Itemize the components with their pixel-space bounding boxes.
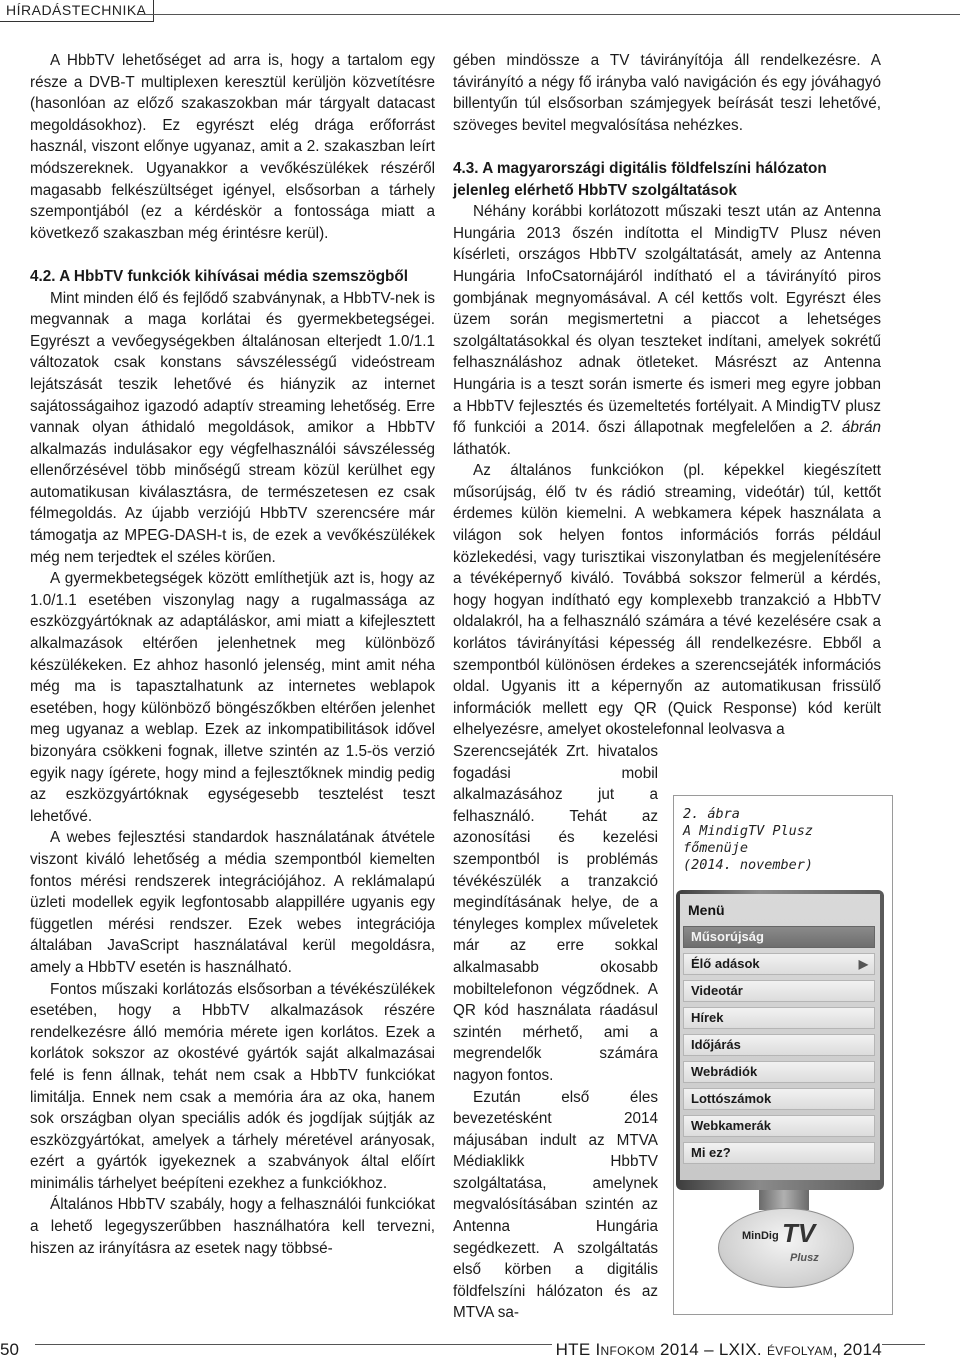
menu-item-videotar[interactable] xyxy=(683,980,875,1002)
mindig-logo-plusz: Plusz xyxy=(790,1252,819,1264)
menu-item-idojaras[interactable] xyxy=(683,1034,875,1056)
right-paragraph-3-narrow: Szerencsejáték Zrt. hivatalos fogadási mobil alkalmazásához jut a felhasználó. Tehát az azonosítási és kezelési szempontból is problémás tévékészülék a tranzakció megindításának helye, de a tényleges komplex műveletek már az erre sokkal alkalmasabb okosabb mobiltelefonon végződnek. A QR kód használata ráadásul szintén mérhető, ami a megrendelők számára nagyon fontos. xyxy=(453,743,658,1084)
menu-item-label: Műsorújság xyxy=(691,929,764,944)
left-paragraph-6: Általános HbbTV szabály, hogy a felhasználói funkciókat a lehető legegyszerűbben használhatóra kell tervezni, hiszen az irányításra az esetek nagy többsé- xyxy=(30,1196,435,1257)
header-rule xyxy=(138,14,960,15)
menu-title: Menü xyxy=(688,902,725,918)
figure-caption-subtitle: főmenüje xyxy=(683,840,749,856)
left-paragraph-1: A HbbTV lehetőséget ad arra is, hogy a tartalom egy része a DVB-T multiplexen keresztül kerüljön közvetítésre (hasonlóan az előző szakaszokban már tárgyalt datacast megoldásokhoz). Ez egyrészt elég drága erőforrást használ, viszont előnye ugyanaz, amit a 2. szakaszban leírt módszereknek. Ugyanakkor a vevőkészülékek részéről magasabb felkészültséget igényel, elsősorban a tárhely szempontjából (ez a kérdéskör a fontossága miatt a következő szakaszban még érintésre kerül). xyxy=(30,52,435,242)
menu-item-label: Időjárás xyxy=(691,1037,741,1052)
menu-item-label: Hírek xyxy=(691,1010,724,1025)
figure-reference: 2. ábrán xyxy=(820,419,882,437)
left-paragraph-5: Fontos műszaki korlátozás elsősorban a tévékészülékek esetében, hogy a HbbTV alkalmazások részére rendelkezésre álló memória mérete igen korlátos. Ezek a korlátok sokszor az okostévé gyártók saját alkalmazásai felé is fenn állnak, tehát nem csak a HbbTV funkciókat limitálja. Ennek nem csak a memória ára az oka, hanem sok országban olyan speciális adók és jogdíjak sújtják az eszközgyártókat, amelyek a tárhely méretével arányosak, ezért a gyártók igyekeznek a szabványok által előírt minimális tárhelyet beépíteni ezekhez a funkciókhoz. xyxy=(30,980,435,1192)
figure-caption-title: A MindigTV Plusz xyxy=(683,823,814,839)
mindig-logo-brand: MinDig xyxy=(742,1230,779,1242)
menu-item-label: Mi ez? xyxy=(691,1145,731,1160)
tv-stand-neck xyxy=(759,1190,809,1210)
mindig-logo-tv: TV xyxy=(782,1218,816,1248)
right-paragraph-2-end: láthatók. xyxy=(453,440,511,458)
figure-caption-number: 2. ábra xyxy=(683,806,740,822)
menu-item-mi-ez[interactable] xyxy=(683,1142,875,1164)
menu-item-label: Élő adások xyxy=(691,956,760,971)
right-paragraph-3: Az általános funkciókon (pl. képekkel kiegészített műsorújság, élő tv és rádió streaming, videótár) túl, kettőt érdemes külön kiemelni. A webkamera képek használata a világon sok helyen fontos információs forrás például közlekedési, vagy turisztikai viszonylatban és megjelenítésére a tévéképernyő kiváló. Továbbá sokszor felmerül a kérdés, hogy hogyan indítható egy komplexebb tranzakció a HbbTV oldalakról, ha a felhasználó számára a tévé kezelésére csak a korlátos távirányítási képesség áll rendelkezésre. Ebből a szempontból különösen érdekes a szerencsejáték információs oldal. Ugyanis itt a képernyőn az automatikusan frissülő információk mellett egy QR (Quick Response) kód került elhelyezésre, amelyet okostelefonnal leolvasva a xyxy=(453,462,881,739)
menu-item-elo-adasok[interactable] xyxy=(683,953,875,975)
heading-4-2: 4.2. A HbbTV funkciók kihívásai média szemszögből xyxy=(30,267,408,285)
page-number: 50 xyxy=(0,1340,23,1360)
spacer xyxy=(30,244,435,266)
journal-footer: HTE Infokom 2014 – LXIX. évfolyam, 2014 xyxy=(552,1340,882,1360)
menu-item-hirek[interactable] xyxy=(683,1007,875,1029)
section-header xyxy=(0,0,154,22)
right-paragraph-2-text: Néhány korábbi korlátozott műszaki teszt után az Antenna Hungária 2013 őszén indította el MindigTV Plusz néven kísérleti, országos HbbTV szolgáltatását, amely az Antenna Hungária InfoCsatornájáról indítható el a távirányító piros gombjának megnyomásával. A cél kettős volt. Egyrészt éles üzem során megismertetni a piaccot a lehetséges szolgáltatásokkal és olyan teszteket indítani, amelyek sokrétű felhasználáshoz adnak ötleteket. Másrészt az Antenna Hungária is a teszt során ismerte és ismeri meg egyre jobban a HbbTV fejlesztés és üzemeltetés fortélyait. A MindigTV plusz fő funkciói a 2014. őszi állapotnak megfelelően a xyxy=(453,203,881,437)
figure-caption-date: (2014. november) xyxy=(683,857,814,873)
right-paragraph-4: Ezután első éles bevezetésként 2014 májusában indult az MTVA Médiaklikk HbbTV szolgáltatása, amelynek megvalósításában szintén az Antenna Hungária segédkezett. A szolgáltatás első körben a digitális földfelszíni hálózaton és az MTVA sa- xyxy=(453,1088,658,1322)
heading-4-3: 4.3. A magyarországi digitális földfelszíni hálózaton jelenleg elérhető HbbTV szolgáltatások xyxy=(453,159,827,199)
menu-item-label: Webkamerák xyxy=(691,1118,771,1133)
section-title: HÍRADÁSTECHNIKA xyxy=(0,0,154,22)
left-column xyxy=(30,50,435,1259)
submenu-arrow-icon: ▶ xyxy=(858,957,868,971)
left-paragraph-2: Mint minden élő és fejlődő szabványnak, a HbbTV-nek is megvannak a maga korlátai és gyermekbetegségei. Egyrészt a vevőegységekben általánosan elterjedt 1.0/1.1 változatok csak konstans sávszélességű videóstream lejátszását teszik lehetővé és hiányzik az internet sajátosságaihoz igazodó adaptív streaming lehetőség. Erre vannak olyan áthidaló megoldások, amikor a HbbTV alkalmazás indulásakor egy végfelhasználói sávszélesség ellenőrzésével több minőségű stream közül kerülhet egy automatikusan kiválasztásra, de természetesen ez csak félmegoldás. Az újabb verziójú HbbTV szerencsére már támogatja az MPEG-DASH-t is, de ezek a vevőkészülékek még nem terjedtek el széles körűen. xyxy=(30,289,435,566)
menu-item-label: Lottószámok xyxy=(691,1091,772,1106)
menu-item-webkamerak[interactable] xyxy=(683,1115,875,1137)
left-paragraph-4: A webes fejlesztési standardok használatának átvétele viszont kiváló lehetőség a média szempontból kiemelten fontos mérési rendszerek integrációjához. A reklámalapú üzleti modellek egyik legfontosabb alappillére ugyanis egy független mérési rendszer. Ezek webes integrációja általában JavaScript használatával kerül megoldásra, amely a HbbTV esetén is használható. xyxy=(30,829,435,976)
spacer xyxy=(453,136,881,158)
figure-caption xyxy=(683,806,883,874)
right-paragraph-2 xyxy=(453,201,881,460)
menu-item-label: Webrádiók xyxy=(691,1064,758,1079)
left-paragraph-3: A gyermekbetegségek között említhetjük azt is, hogy az 1.0/1.1 esetében viszonylag nagy a rugalmassága az eszközgyártóknak az adaptáláskor, ami miatt a kifejlesztett alkalmazások eltérően jelenhetnek meg különböző készülékeken. Ez ahhoz hasonló jelenség, mint amit néha még ma is tapasztalhatunk az internetes weblapok esetében, hogy különböző böngészőkben eltérően jelenhet meg ugyanaz a weblap. Ezek az inkompatibilitások idővel bizonyára csökkeni fognak, illetve szintén az 1.5-ös verzió egyik nagy ígérete, hogy mind a fejlesztőknek mindig pedig az eszközgyártóknak egységesebb tesztelést teszt lehetővé. xyxy=(30,570,435,825)
right-paragraph-1: gében mindössze a TV távirányítója áll rendelkezésre. A távirányító a négy fő irányba való navigáción és egy jóváhagyó billentyűn túl elsősorban számjegyek beírását teszi lehetővé, szöveges bevitel megvalósítása nehézkes. xyxy=(453,52,881,134)
menu-item-label: Videotár xyxy=(691,983,743,998)
menu-item-webradiok[interactable] xyxy=(683,1061,875,1083)
menu-item-lottoszamok[interactable] xyxy=(683,1088,875,1110)
menu-item-musorujsag[interactable] xyxy=(683,926,875,948)
